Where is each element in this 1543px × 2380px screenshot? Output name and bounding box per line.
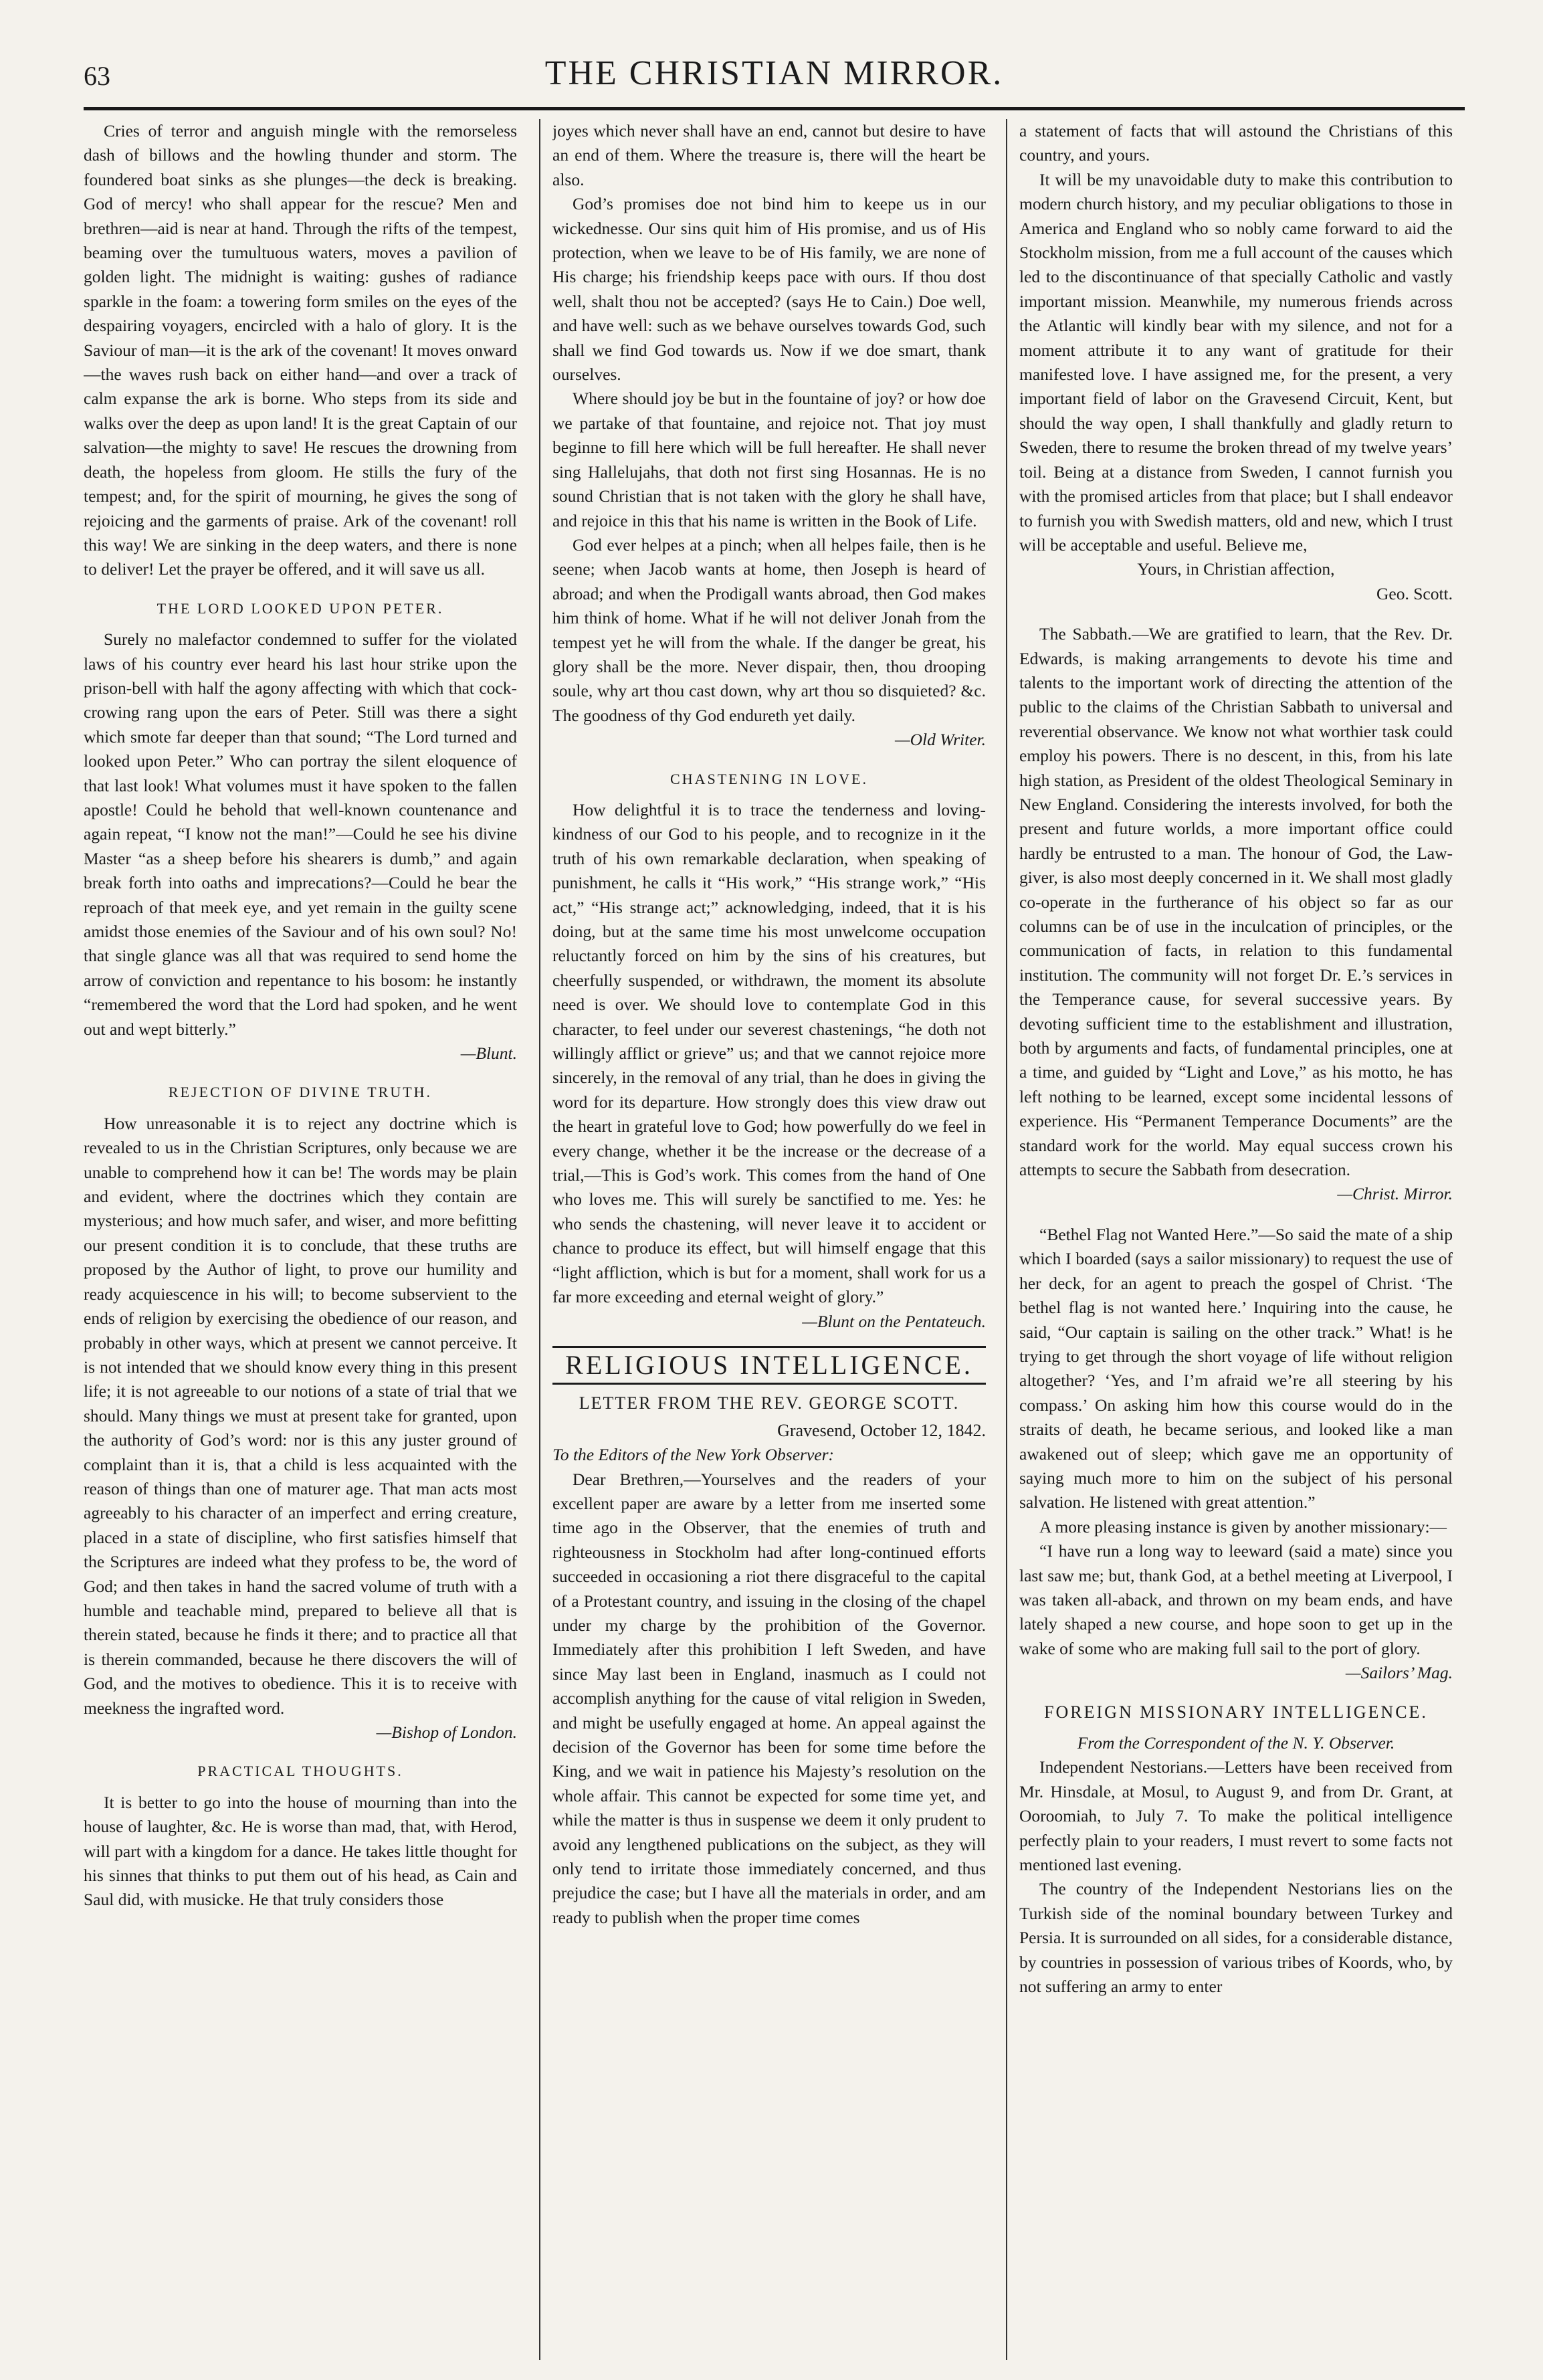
article-text: Surely no malefactor condemned to suffer for the violated laws of his country ever heard his last hour strike upon the prison-bell with half the agony affecting with which that cock-crowing rang upon the ears of Peter. Still was there a sight which smote far deeper than that sound; “The Lord turned and looked upon Peter.” Who can portray the silent eloquence of that last look! What volumes must it have spoken to the fallen apostle! Could he behold that well-known countenance and again repeat, “I know not the man!”—Could he see his divine Master “as a sheep before his shearers is dumb,” and again break forth into oaths and imprecations?—Could he bear the reproach of that meek eye, and yet remain in the guilty scene amidst those enemies of the Saviour and of his own soul? No! that single glance was all that was required to send home the arrow of conviction and repentance to his bosom: he instantly “remembered the word that the Lord had spoken, and he went out and wept bitterly.” — [84, 629, 517, 1039]
section-subheading: From the Correspondent of the N. Y. Observer. — [1077, 1733, 1395, 1753]
article-text: How delightful it is to trace the tenderness and loving-kindness of our God to his people, and to recognize in it the truth of his own remarkable declaration, when speaking of punishment, he calls it “His work,” “His strange work,” “His act,” “His strange act;” acknowledging, indeed, that it is his doing, but at the same time his most unwelcome occupation reluctantly forced on him by the sins of his creatures, but cheerfully suspended, or withdrawn, the moment its absolute need is over. We should love to contemplate God in this character, to feel under our severest chastenings, “he doth not willingly afflict or grieve” us; and that we cannot rejoice more sincerely, in the removal of any trial, than he does in giving the word for its departure. How strongly does this view draw out the heart in grateful love to God; how powerfully do we feel in every change, whether it be the increase or the decrease of a trial,—This is God’s work. This comes from the hand of One who loves me. This will surely be sanctified to me. Yes: he who sends the chastening, will never leave it to accident or chance to produce its effect, but will himself engage that this “light affliction, which is but for a moment, shall work for us a far more exceeding and eternal weight of glory.” — [552, 799, 986, 1307]
article-attribution: —Sailors’ Mag. — [1345, 1663, 1453, 1683]
masthead — [84, 47, 1465, 107]
article-text: How unreasonable it is to reject any doctrine which is revealed to us in the Christian Scriptures, only because we are unable to comprehend how it can be! The words may be plain and evident, where the doctrines which they contain are mysterious; and how much safer, and wiser, and more befitting our present condition it is to conclude, that these truths are proposed by the Author of light, to prove our humility and ready acquiescence in his will; to become subservient to the ends of religion by exercising the obedience of our reason, and probably in other ways, which at present we cannot perceive. It is not intended that we should know every thing in this present life; it is not agreeable to our notions of a state of trial that we should. Many things we must at present take for granted, upon the authority of God’s word: nor is this any juster ground of complaint than it is, that a child is less acquainted with the reason of things than one of maturer age. That man acts most agreeably to his character of an imperfect and erring creature, placed in a state of discipline, who first satisfies himself that the Scriptures are indeed what they profess to be, the word of God; and then takes in hand the sacred volume of truth with a humble and teachable mind, prepared to believe all that is therein stated, because he finds it there; and to practice all that is therein commanded, because he there discovers the will of God, and the motives to obedience. This it is to receive with meekness the ingrafted word. — [84, 1113, 517, 1718]
letter-signature: Geo. Scott. — [1376, 583, 1453, 603]
article-text: God’s promises doe not bind him to keepe us in our wickednesse. Our sins quit him of His promise, and us of His protection, when we leave to be of His family, we are none of His charge; his friendship keeps pace with ours. If thou dost well, shalt thou not be accepted? (says He to Cain.) Doe well, and have well: such as we behave ourselves towards God, such shall we find God towards us. Now if we doe smart, thank ourselves. — [552, 194, 986, 385]
article-text: “I have run a long way to leeward (said a mate) since you last saw me; but, thank God, at a bethel meeting at Liverpool, I was taken all-aback, and thrown on my beam ends, and have lately shaped a new course, and hope soon to get up in the wake of some who are making full sail to the port of glory. — [1019, 1541, 1453, 1658]
article-attribution: —Blunt on the Pentateuch. — [802, 1311, 986, 1331]
column-divider — [539, 119, 540, 2360]
article-text: Cries of terror and anguish mingle with the remorseless dash of billows and the howling thunder and storm. The foundered boat sinks as she plunges—the deck is breaking. God of mercy! who shall appear for the rescue? Men and brethren—aid is near at hand. Through the rifts of the tempest, beaming over the tumultuous waters, moves a pavilion of golden light. The midnight is waiting: gushes of radiance sparkle in the foam: a towering form smiles on the eyes of the despairing voyagers, encircled with a halo of glory. It is the Saviour of man—it is the ark of the covenant! It moves onward—the waves rush back on either hand—and over a track of calm expanse the ark is borne. Who steps from its side and walks over the deep as upon land! It is the great Captain of our salvation—the mighty to save! He rescues the drowning from death, the hopeless from gloom. He stills the fury of the tempest; and, for the spirit of mourning, he gives the song of rejoicing and the garments of praise. Ark of the covenant! roll this way! We are sinking in the deep waters, and there is none to deliver! Let the prayer be offered, and it will save us all. — [84, 121, 517, 579]
letter-closing: Yours, in Christian affection, — [1137, 559, 1335, 579]
article-heading: THE LORD LOOKED UPON PETER. — [157, 599, 444, 617]
letter-heading: LETTER FROM THE REV. GEORGE SCOTT. — [579, 1393, 960, 1413]
article-text: God ever helpes at a pinch; when all helpes faile, then is he seene; when Jacob wants at home, then Joseph is heard of abroad; and when the Prodigall wants abroad, then God makes him think of home. What if he will not deliver Jonah from the tempest yet he will from the whale. If the danger be great, his glory shall be the more. Never dispair, then, thou drooping soule, why art thou cast down, why art thou so disquieted? &c. The goodness of thy God endureth yet daily. — [552, 534, 986, 725]
masthead-rule — [84, 107, 1465, 110]
page-number: 63 — [84, 61, 110, 91]
article-heading: REJECTION OF DIVINE TRUTH. — [168, 1084, 433, 1101]
letter-dateline: Gravesend, October 12, 1842. — [777, 1420, 986, 1440]
section-heading: RELIGIOUS INTELLIGENCE. — [552, 1346, 986, 1385]
section-heading: FOREIGN MISSIONARY INTELLIGENCE. — [1044, 1702, 1428, 1722]
article-attribution: —Old Writer. — [894, 730, 986, 750]
article-text: It is better to go into the house of mourning than into the house of laughter, &c. He is worse than mad, that, with Herod, will part with a kingdom for a dance. He takes little thought for his sinnes that thinks to put them out of his head, as Cain and Saul did, with musicke. He that truly considers those — [84, 1792, 517, 1910]
article-text: a statement of facts that will astound the Christians of this country, and yours. — [1019, 121, 1453, 165]
article-text: “Bethel Flag not Wanted Here.”—So said the mate of a ship which I boarded (says a sailor missionary) to request the use of her deck, for an agent to preach the gospel of Christ. ‘The bethel flag is not wanted here.’ Inquiring into the cause, he said, “Our captain is sailing on the other track.” What! is he trying to get through the short voyage of life without religion altogether? ‘Yes, and I’m afraid we’re all steering by his compass.’ On asking him how this course would do in the straits of death, he became serious, and looked like a man awakened out of sleep; which gave me an opportunity of saying much more to him on the subject of his personal salvation. He listened with great attention.” — [1019, 1224, 1453, 1512]
article-heading: PRACTICAL THOUGHTS. — [197, 1763, 403, 1780]
journal-title: THE CHRISTIAN MIRROR. — [544, 54, 1004, 92]
article-text: Dear Brethren,—Yourselves and the readers of your excellent paper are aware by a letter from me inserted some time ago in the Observer, that the enemies of truth and righteousness in Stockholm had after long-continued efforts succeeded in occasioning a riot there disgraceful to the capital of a Protestant country, and issuing in the closing of the chapel under my charge by the prohibition of the Governor. Immediately after this prohibition I left Sweden, and have since May last been in England, inasmuch as I could not accomplish anything for the cause of vital religion in Sweden, and might be usefully engaged at home. An appeal against the decision of the Governor has been for some time before the King, and we wait in patience his Majesty’s resolution on the whole affair. This cannot be expected for some time yet, and while the matter is thus in suspense we deem it only prudent to avoid any lengthened publications on the subject, as they will only tend to irritate those immediately concerned, and thus prejudice the case; but I have all the materials in order, and am ready to publish when the proper time comes — [552, 1469, 986, 1927]
article-text: Where should joy be but in the fountaine of joy? or how doe we partake of that fountaine, and rejoice not. That joy must beginne to fill here which will be full hereafter. He shall never sing Hallelujahs, that doth not first sing Hosannas. He is no sound Christian that is not taken with the glory he shall have, and rejoice in this that his name is written in the Book of Life. — [552, 389, 986, 530]
article-text: The country of the Independent Nestorians lies on the Turkish side of the nominal boundary between Turkey and Persia. It is surrounded on all sides, for a considerable distance, by countries in possession of various tribes of Koords, who, by not suffering an army to enter — [1019, 1879, 1453, 1997]
column-divider — [1006, 119, 1007, 2360]
article-text: Independent Nestorians.—Letters have been received from Mr. Hinsdale, at Mosul, to August 9, and from Dr. Grant, at Ooroomiah, to July 7. To make the political intelligence perfectly plain to your readers, I must revert to some facts not mentioned last evening. — [1019, 1757, 1453, 1875]
article-attribution: —Christ. Mirror. — [1337, 1184, 1453, 1204]
column-1 — [84, 119, 517, 2360]
article-text: A more pleasing instance is given by another missionary:— — [1039, 1516, 1447, 1536]
article-text: joyes which never shall have an end, cannot but desire to have an end of them. Where the treasure is, there will the heart be also. — [552, 121, 986, 189]
article-text: It will be my unavoidable duty to make this contribution to modern church history, and my peculiar obligations to those in America and England who so nobly came forward to aid the Stockholm mission, from me a full account of the causes which led to the discontinuance of that specially Catholic and vastly important mission. Meanwhile, my numerous friends across the Atlantic will kindly bear with my silence, and not for a moment attribute it to any want of gratitude for their manifested love. I have assigned me, for the present, a very important field of labor on the Gravesend Circuit, Kent, but should the way open, I shall thankfully and gladly return to Sweden, there to resume the broken thread of my twelve years’ toil. Being at a distance from Sweden, I cannot furnish you with the promised articles from that place; but I shall endeavor to furnish you with Swedish matters, old and new, which I trust will be acceptable and useful. Believe me, — [1019, 169, 1453, 555]
column-3 — [1019, 119, 1453, 2360]
article-attribution: —Bishop of London. — [376, 1722, 517, 1742]
article-text: The Sabbath.—We are gratified to learn, that the Rev. Dr. Edwards, is making arrangements to devote his time and talents to the important work of directing the attention of the public to the claims of the Christian Sabbath to universal and reverential observance. We know not what worthier task could employ his powers. There is no descent, in this, from his late high station, as President of the oldest Theological Seminary in New England. Considering the interests involved, for both the present and future worlds, a more important office could hardly be entrusted to a man. The honour of God, the Law-giver, is also most deeply concerned in it. We shall most gladly co-operate in the furtherance of his object so far as our columns can be of use in the inculcation of principles, or the communication of facts, in relation to this fundamental institution. The community will not forget Dr. E.’s services in the Temperance cause, for several successive years. By devoting sufficient time to the establishment and illustration, both by arguments and facts, of fundamental principles, one at a time, and guided by “Light and Love,” as his motto, he has left nothing to be learned, except some incidental lessons of experience. His “Permanent Temperance Documents” are the standard work for the world. May equal success crown his attempts to secure the Sabbath from desecration. — [1019, 624, 1453, 1180]
article-heading: CHASTENING IN LOVE. — [670, 770, 868, 787]
article-attribution: —Blunt. — [460, 1044, 517, 1064]
column-2 — [552, 119, 986, 2360]
letter-salutation: To the Editors of the New York Observer: — [552, 1445, 834, 1465]
